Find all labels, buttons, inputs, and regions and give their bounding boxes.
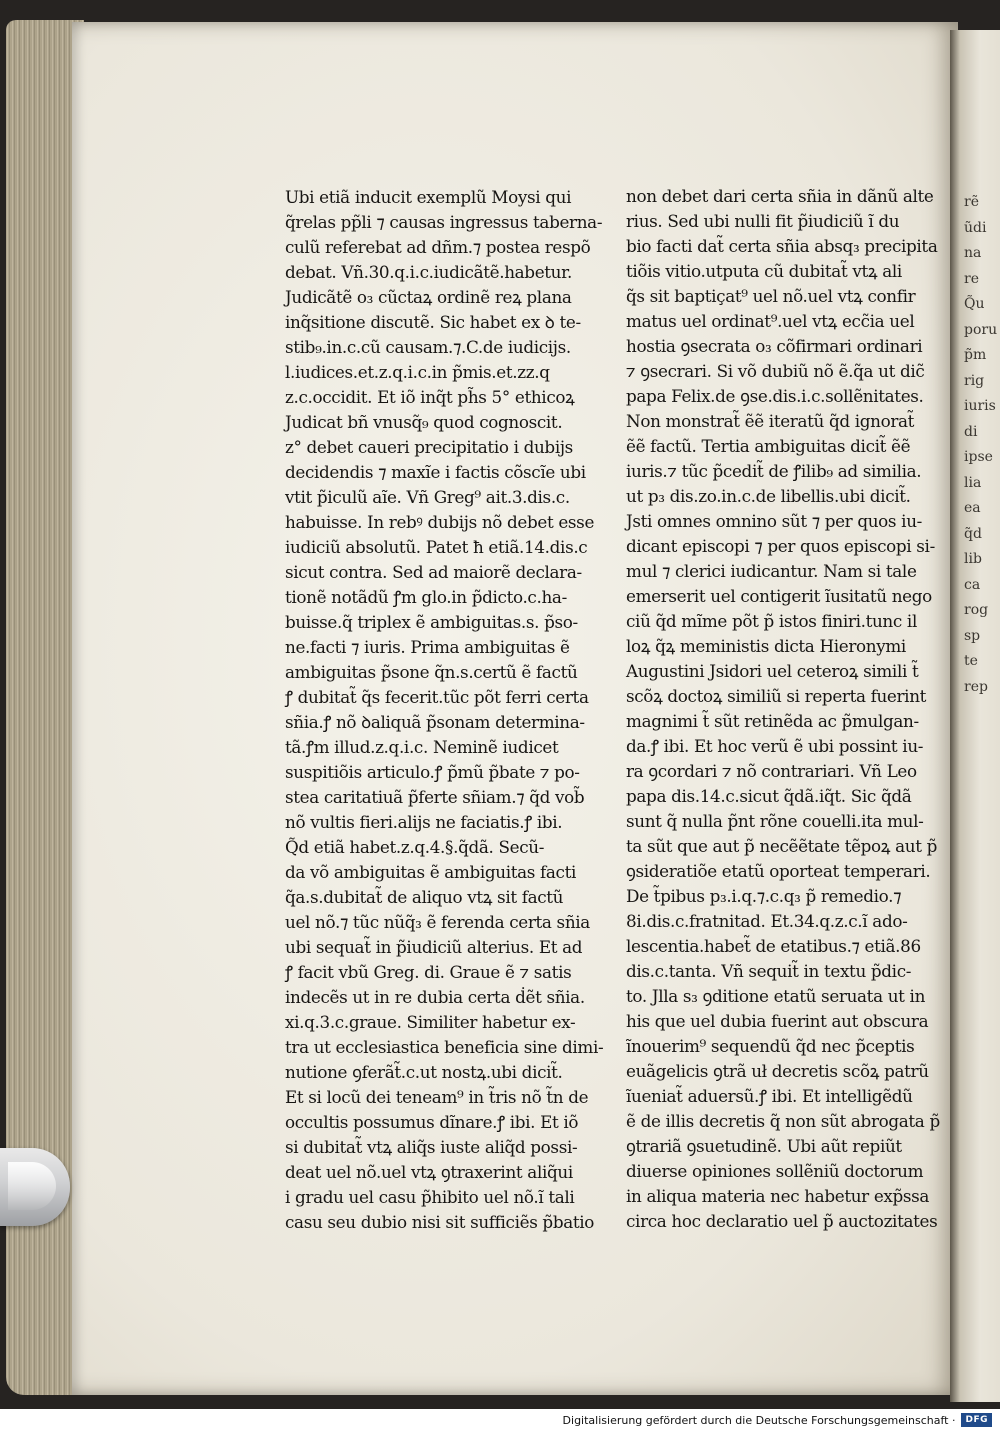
- text-line: ut p₃ dis.zo.in.c.de libellis.ubi dicit̃.: [626, 486, 911, 506]
- text-line: mul ⁊ clerici iudicantur. Nam si tale: [626, 561, 917, 581]
- text-line: ne.facti ⁊ iuris. Prima ambiguitas ẽ: [285, 637, 570, 657]
- text-line: suspitiõis articulo.ꝭ p̃mũ p̃bate ⁊ po-: [285, 762, 580, 782]
- text-line: sicut contra. Sed ad maiorẽ declara-: [285, 562, 582, 582]
- text-line: sñia.ꝭ nõ ꝺaliquã p̃sonam determina-: [285, 712, 585, 732]
- text-line: nõ vultis fieri.alijs ne faciatis.ꝭ ibi.: [285, 812, 563, 832]
- text-line: non debet dari certa sñia in dãnũ alte: [626, 186, 934, 206]
- text-line: ꝭ dubitat̃ q̃s fecerit.tũc põt ferri certa: [285, 687, 589, 707]
- text-line: ꝯtrariã ꝯsuetudinẽ. Ubi aũt repiũt: [626, 1136, 902, 1156]
- text-line: vtit p̃iculũ aĩe. Vñ Greg⁹ ait.3.dis.c.: [285, 487, 570, 507]
- next-page-edge: [950, 30, 1000, 1402]
- text-line: uel nõ.⁊ tũc nũq̃₃ ẽ ferenda certa sñia: [285, 912, 590, 932]
- text-line: ꝭ facit vbũ Greg. di. Graue ẽ ⁊ satis: [285, 962, 572, 982]
- text-line: ambiguitas p̃sone q̃n.s.certũ ẽ factũ: [285, 662, 578, 682]
- text-line: debat. Vñ.30.q.i.c.iudicãtẽ.habetur.: [285, 262, 572, 282]
- text-line: deat uel nõ.uel vtꝝ ꝯtraxerint aliq̃ui: [285, 1162, 573, 1182]
- right-text-column: [626, 184, 940, 1234]
- footer-credit-text: Digitalisierung gefördert durch die Deutsche Forschungsgemeinschaft: [562, 1413, 949, 1427]
- text-line: Non monstrat̃ ẽẽ iteratũ q̃d ignorat̃: [626, 411, 915, 431]
- text-line: l.iudices.et.z.q.i.c.in p̃mis.et.zz.q: [285, 362, 550, 382]
- text-line: da.ꝭ ibi. Et hoc verũ ẽ ubi possint iu-: [626, 736, 924, 756]
- text-line: his que uel dubia fuerint aut obscura: [626, 1011, 929, 1031]
- text-line: nutione ꝯferãt̃.c.ut nostꝝ.ubi dicit̃.: [285, 1062, 563, 1082]
- footer-bar: Digitalisierung gefördert durch die Deutsche Forschungsgemeinschaft · DFG: [0, 1409, 1000, 1431]
- text-line: lescentia.habet̃ de etatibus.⁊ etiã.86: [626, 936, 921, 956]
- left-text-column: [285, 185, 615, 1235]
- text-line: ra ꝯcordari ⁊ nõ contrariari. Vñ Leo: [626, 761, 917, 781]
- text-line: sunt q̃ nulla p̃nt rõne couelli.ita mul-: [626, 811, 924, 831]
- text-line: occultis possumus dĩnare.ꝭ ibi. Et iõ: [285, 1112, 579, 1132]
- text-line: z.c.occidit. Et iõ inq̃t ph̃s 5° ethicoꝝ: [285, 387, 575, 407]
- text-line: papa Felix.de ꝯse.dis.i.c.sollẽnitates.: [626, 386, 924, 406]
- text-line: inq̃sitione discutẽ. Sic habet ex ꝺ te-: [285, 312, 581, 332]
- text-line: si dubitat̃ vtꝝ aliq̃s iuste aliq̃d possi-: [285, 1137, 578, 1157]
- text-line: q̃relas pp̃li ⁊ causas ingressus taberna-: [285, 212, 603, 232]
- text-line: Jsti omnes omnino sũt ⁊ per quos iu-: [626, 511, 922, 531]
- text-line: stea caritatiuã p̃ferte sñiam.⁊ q̃d vob̃: [285, 787, 585, 807]
- text-line: q̃a.s.dubitat̃ de aliquo vtꝝ sit factũ: [285, 887, 564, 907]
- text-line: in aliqua materia nec habetur exp̃ssa: [626, 1186, 930, 1206]
- text-line: rius. Sed ubi nulli fit p̃iudiciũ ĩ du: [626, 211, 900, 231]
- text-line: ẽẽ factũ. Tertia ambiguitas dicit̃ ẽẽ: [626, 436, 911, 456]
- text-line: papa dis.14.c.sicut q̃dã.iq̃t. Sic q̃dã: [626, 786, 912, 806]
- text-line: 8i.dis.c.fratnitad. Et.34.q.z.c.ĩ ado-: [626, 911, 908, 931]
- text-line: stib₉.in.c.cũ causam.⁊.C.de iudicijs.: [285, 337, 571, 357]
- text-line: iuris.⁊ tũc p̃cedit̃ de ꝭilib₉ ad similia.: [626, 461, 922, 481]
- text-line: to. Jlla s₃ ꝯditione etatũ seruata ut in: [626, 986, 926, 1006]
- text-line: loꝝ q̃ꝝ meministis dicta Hieronymi: [626, 636, 906, 656]
- text-line: magnimi t̃ sũt retinẽda ac p̃mulgan-: [626, 711, 919, 731]
- text-line: hostia ꝯsecrata o₃ cõfirmari ordinari: [626, 336, 923, 356]
- text-line: z° debet caueri precipitatio i dubijs: [285, 437, 573, 457]
- text-line: De t̃pibus p₃.i.q.⁊.c.q₃ p̃ remedio.⁊: [626, 886, 902, 906]
- text-line: Judicat bñ vnusq̃₉ quod cognoscit.: [285, 412, 563, 432]
- text-line: bio facti dat̃ certa sñia absq₃ precipita: [626, 236, 938, 256]
- text-line: ĩueniat̃ aduersũ.ꝭ ibi. Et intelligẽdũ: [626, 1086, 913, 1106]
- text-line: xi.q.3.c.graue. Similiter habetur ex-: [285, 1012, 576, 1032]
- text-line: tã.ꝭm illud.z.q.i.c. Neminẽ iudicet: [285, 737, 559, 757]
- text-line: matus uel ordinat⁹.uel vtꝝ ecc̃ia uel: [626, 311, 915, 331]
- text-line: Judicãtẽ o₃ cũctaꝝ ordinẽ reꝝ plana: [285, 287, 572, 307]
- text-line: ciũ q̃d mĩme põt p̃ istos finiri.tunc il: [626, 611, 917, 631]
- text-line: tiõis vitio.utputa cũ dubitat̃ vtꝝ ali: [626, 261, 902, 281]
- text-line: habuisse. In rebꝰ dubijs nõ debet esse: [285, 512, 595, 532]
- text-line: diuerse opiniones sollẽniũ doctorum: [626, 1161, 924, 1181]
- text-line: dis.c.tanta. Vñ sequit̃ in textu p̃dic-: [626, 961, 912, 981]
- text-line: emerserit uel contigerit ĩusitatũ nego: [626, 586, 932, 606]
- dfg-logo: DFG: [961, 1413, 992, 1427]
- text-line: q̃s sit baptiçat⁹ uel nõ.uel vtꝝ confir: [626, 286, 916, 306]
- text-line: ꝯsideratiõe etatũ oporteat temperari.: [626, 861, 931, 881]
- text-line: euãgelicis ꝯtrã uł decretis scõꝝ patrũ: [626, 1061, 929, 1081]
- text-line: ta sũt que aut p̃ necẽẽtate tẽpoꝝ aut p̃: [626, 836, 938, 856]
- text-line: decidendis ⁊ maxĩe i factis cõscĩe ubi: [285, 462, 586, 482]
- text-line: Ubi etiã inducit exemplũ Moysi qui: [285, 187, 572, 207]
- text-line: da võ ambiguitas ẽ ambiguitas facti: [285, 862, 577, 882]
- text-line: ubi sequat̃ in p̃iudiciũ alterius. Et ad: [285, 937, 583, 957]
- text-line: Q̃d etiã habet.z.q.4.§.q̃dã. Secũ-: [285, 837, 545, 857]
- text-line: Et si locũ dei teneam⁹ in t̃ris nõ t̃n de: [285, 1087, 589, 1107]
- text-line: Augustini Jsidori uel ceteroꝝ simili t̃: [626, 661, 919, 681]
- text-line: ⁊ ꝯsecrari. Si võ dubiũ nõ ẽ.q̃a ut dic̃: [626, 361, 925, 381]
- text-line: i gradu uel casu p̃hibito uel nõ.ĩ tali: [285, 1187, 575, 1207]
- text-line: culũ referebat ad dñm.⁊ postea respõ: [285, 237, 591, 257]
- text-line: buisse.q̃ triplex ẽ ambiguitas.s. p̃so-: [285, 612, 578, 632]
- text-line: ẽ de illis decretis q̃ non sũt abrogata p̃: [626, 1111, 940, 1131]
- text-line: ĩnouerim⁹ sequendũ q̃d nec p̃ceptis: [626, 1036, 915, 1056]
- next-page-text-fragments: rẽ ũdi na re Q̃u poru p̃m rig iuris di ipse lia ea q̃d lib ca rog sp te rep: [964, 194, 998, 695]
- text-line: iudiciũ absolutũ. Patet ħ etiã.14.dis.c: [285, 537, 588, 557]
- text-line: dicant episcopi ⁊ per quos episcopi si-: [626, 536, 935, 556]
- text-line: tra ut ecclesiastica beneficia sine dimi-: [285, 1037, 604, 1057]
- text-line: scõꝝ doctoꝝ similiũ si reperta fuerint: [626, 686, 927, 706]
- text-line: casu seu dubio nisi sit sufficiẽs p̃batio: [285, 1212, 595, 1232]
- text-line: tionẽ notãdũ ꝭm glo.in p̃dicto.c.ha-: [285, 587, 567, 607]
- clip-highlight: [8, 1162, 56, 1210]
- text-line: circa hoc declaratio uel p̃ auctozitates: [626, 1211, 938, 1231]
- text-line: indecẽs ut in re dubia certa ḋẽt sñia.: [285, 987, 585, 1007]
